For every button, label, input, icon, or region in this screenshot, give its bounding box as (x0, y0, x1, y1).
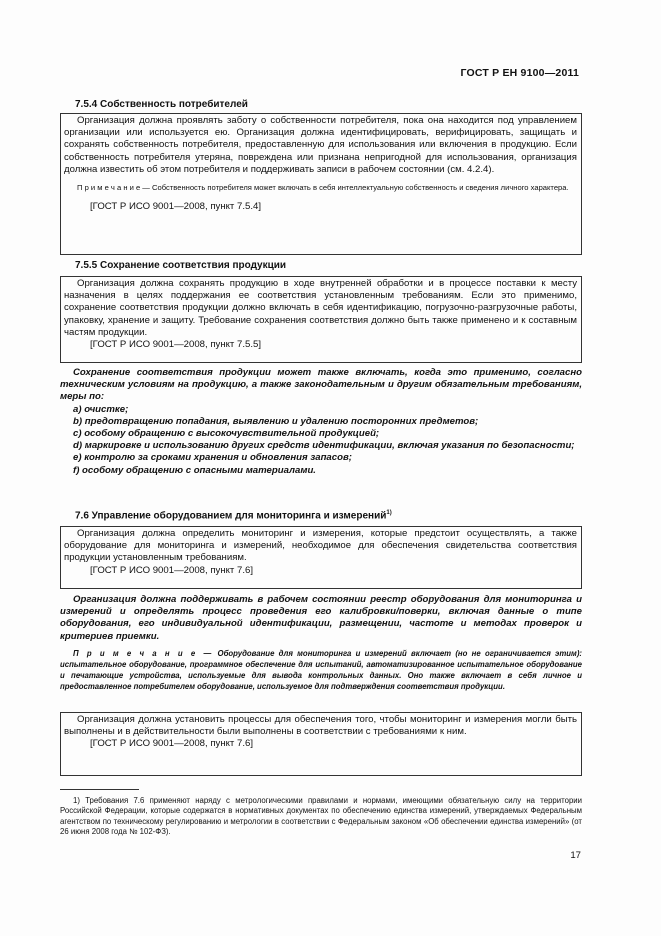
quote-box-7-5-4 (60, 113, 582, 255)
reference: [ГОСТ Р ИСО 9001—2008, пункт 7.5.4] (90, 200, 261, 212)
paragraph: Организация должна определить мониторинг и измерения, которые предстоит осуществлять, а также оборудование для мониторинга и измерений, необходимое для обеспечения свидетельства соответствия продукции установленным требованиям. (64, 528, 577, 564)
paragraph: Организация должна установить процессы для обеспечения того, чтобы мониторинг и измерения могли быть выполнены и в действительности были выполнены в соответствии с требованиями к ним. (64, 714, 577, 738)
document-header: ГОСТ Р ЕН 9100—2011 (460, 67, 579, 79)
footnote-marker: 1) (386, 510, 392, 516)
heading-text: 7.6 Управление оборудованием для мониторинга и измерений (75, 510, 387, 522)
list-item: e) контролю за сроками хранения и обновления запасов; (73, 452, 352, 464)
section-heading-7-5-4: 7.5.4 Собственность потребителей (75, 99, 248, 110)
list-item: d) маркировке и использованию других средств идентификации, включая указания по безопасности; (73, 440, 575, 452)
quote-box-7-6-b (60, 712, 582, 776)
note-text: Собственность потребителя может включать в себя интеллектуальную собственность и сведения личного характера. (152, 183, 569, 193)
list-item: b) предотвращению попадания, выявлению и удалению посторонних предметов; (73, 415, 479, 427)
paragraph: Сохранение соответствия продукции может также включать, когда это применимо, согласно техническим условиям на продукцию, а также законодательным и другим обязательным требованиям, меры по: (60, 367, 582, 403)
section-body-7-6 (60, 594, 582, 692)
section-body-7-5-5 (60, 367, 582, 477)
section-heading-7-5-5: 7.5.5 Сохранение соответствия продукции (75, 260, 287, 271)
note (64, 183, 577, 194)
list-item: f) особому обращению с опасными материалами. (73, 464, 316, 476)
paragraph: Организация должна сохранять продукцию в ходе внутренней обработки и в процессе поставки к месту назначения в целях поддержания ее соответствия установленным требованиям. Если это применимо, сохранение соответствия продукции должно включать в себя идентификацию, погрузочно-разгрузочные работы, упаковку, хранение и защиту. Требование сохранения соответствия должно быть также применено и к составным частям продукции. (64, 278, 577, 338)
page-number: 17 (570, 850, 581, 861)
note-label: П р и м е ч а н и е — (77, 183, 150, 193)
note-text: Оборудование для мониторинга и измерений включает (но не ограничивается этим): испытательное оборудование, программное обеспечение для испытаний, автоматизированное испытательное оборудование и печатающие устройства, используемые для вывода контрольных данных. Оно также включает в себя личное и предоставленное потребителем оборудование, используемое для подтверждения соответствия продукции. (60, 648, 583, 691)
quote-box-7-5-5 (60, 276, 582, 363)
section-heading-7-6 (75, 510, 392, 521)
paragraph: Организация должна поддерживать в рабочем состоянии реестр оборудования для мониторинга и измерений и определять процесс проведения его калибровки/поверки, включая данные о типе оборудования, его индивидуальной идентификации, размещении, частоте и методах проверок и критериев приемки. (60, 594, 582, 642)
reference: [ГОСТ Р ИСО 9001—2008, пункт 7.6] (90, 738, 253, 750)
list-item: c) особому обращению с высокочувствительной продукцией; (73, 428, 380, 440)
reference: [ГОСТ Р ИСО 9001—2008, пункт 7.6] (90, 564, 253, 576)
paragraph: Организация должна проявлять заботу о собственности потребителя, пока она находится под управлением организации или используется ею. Организация должна идентифицировать, верифицировать, защищать и сохранять собственность потребителя, предоставленную для использования или включения в продукцию. Если собственность потребителя утеряна, повреждена или признана непригодной для использования, организация должна известить об этом потребителя и поддерживать записи в рабочем состоянии (см. 4.2.4). (64, 115, 577, 175)
reference: [ГОСТ Р ИСО 9001—2008, пункт 7.5.5] (90, 339, 261, 351)
footnote-separator (60, 789, 139, 790)
quote-box-7-6 (60, 526, 582, 589)
list-item: a) очистке; (73, 403, 129, 415)
note-label: П р и м е ч а н и е — (73, 648, 214, 658)
note (60, 648, 582, 692)
footnote: 1) Требования 7.6 применяют наряду с метрологическими правилами и нормами, имеющими обязательную силу на территории Российской Федерации, которые содержатся в нормативных документах по обеспечению единства измерений, утверждаемых Федеральным агентством по техническому регулированию и метрологии в соответствии с Федеральным законом «Об обеспечении единства измерений» (от 26 июня 2008 года № 102-ФЗ). (60, 796, 582, 837)
